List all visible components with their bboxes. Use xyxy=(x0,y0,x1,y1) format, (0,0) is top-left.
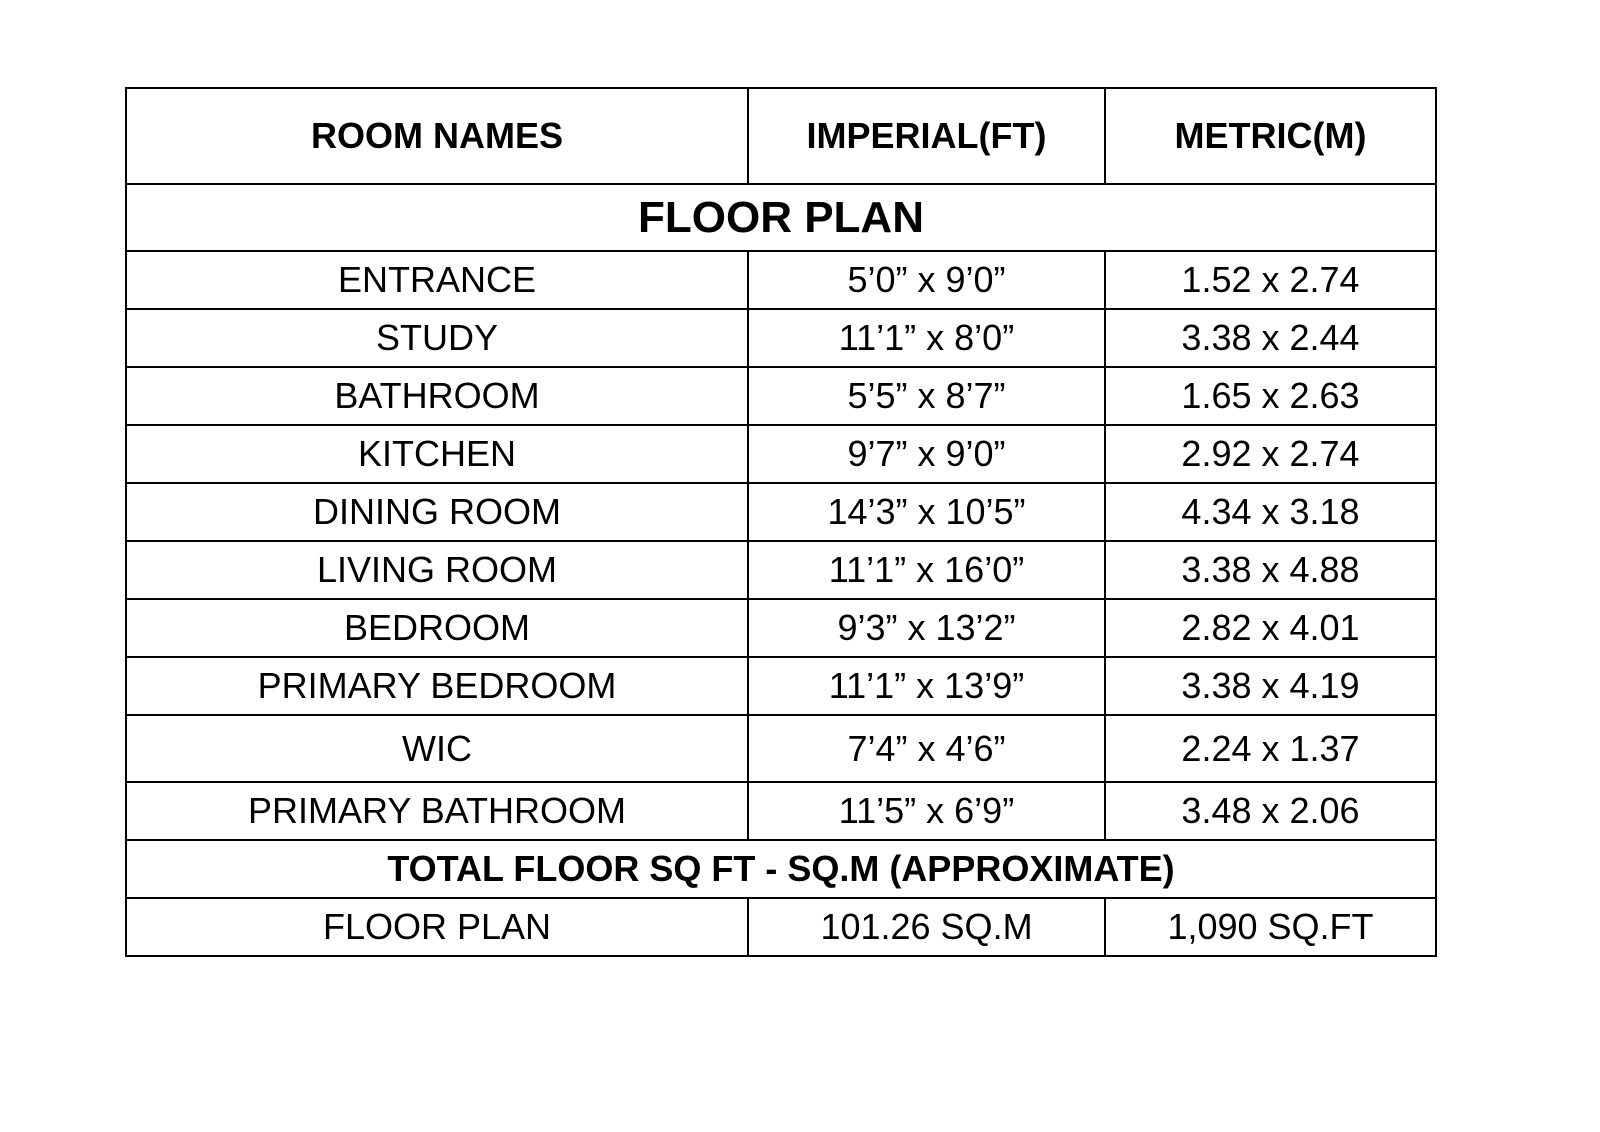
table-header-row xyxy=(126,88,1436,184)
room-metric: 2.82 x 4.01 xyxy=(1105,599,1436,657)
total-title-row xyxy=(126,840,1436,898)
room-metric: 3.38 x 4.19 xyxy=(1105,657,1436,715)
room-imperial: 9’7” x 9’0” xyxy=(748,425,1105,483)
room-name: WIC xyxy=(126,715,748,782)
table-row xyxy=(126,251,1436,309)
table-row xyxy=(126,309,1436,367)
room-name: DINING ROOM xyxy=(126,483,748,541)
table-row xyxy=(126,541,1436,599)
room-imperial: 9’3” x 13’2” xyxy=(748,599,1105,657)
table-row xyxy=(126,715,1436,782)
table-row xyxy=(126,425,1436,483)
room-imperial: 5’0” x 9’0” xyxy=(748,251,1105,309)
room-imperial: 11’1” x 8’0” xyxy=(748,309,1105,367)
table-row xyxy=(126,657,1436,715)
room-imperial: 11’5” x 6’9” xyxy=(748,782,1105,840)
room-name: ENTRANCE xyxy=(126,251,748,309)
total-label: FLOOR PLAN xyxy=(126,898,748,956)
table-row xyxy=(126,782,1436,840)
room-imperial: 11’1” x 13’9” xyxy=(748,657,1105,715)
room-name: STUDY xyxy=(126,309,748,367)
room-imperial: 11’1” x 16’0” xyxy=(748,541,1105,599)
room-name: KITCHEN xyxy=(126,425,748,483)
room-metric: 3.38 x 4.88 xyxy=(1105,541,1436,599)
section-title: FLOOR PLAN xyxy=(126,184,1436,251)
room-metric: 2.24 x 1.37 xyxy=(1105,715,1436,782)
room-name: PRIMARY BATHROOM xyxy=(126,782,748,840)
room-metric: 3.38 x 2.44 xyxy=(1105,309,1436,367)
room-metric: 3.48 x 2.06 xyxy=(1105,782,1436,840)
room-dimensions-table xyxy=(125,87,1437,957)
header-room-names: ROOM NAMES xyxy=(126,88,748,184)
table-row xyxy=(126,483,1436,541)
room-name: BEDROOM xyxy=(126,599,748,657)
room-name: BATHROOM xyxy=(126,367,748,425)
total-sqft: 1,090 SQ.FT xyxy=(1105,898,1436,956)
room-metric: 4.34 x 3.18 xyxy=(1105,483,1436,541)
total-row xyxy=(126,898,1436,956)
header-imperial: IMPERIAL(FT) xyxy=(748,88,1105,184)
total-sqm: 101.26 SQ.M xyxy=(748,898,1105,956)
room-metric: 1.52 x 2.74 xyxy=(1105,251,1436,309)
header-metric: METRIC(M) xyxy=(1105,88,1436,184)
room-name: PRIMARY BEDROOM xyxy=(126,657,748,715)
room-imperial: 5’5” x 8’7” xyxy=(748,367,1105,425)
table-row xyxy=(126,367,1436,425)
total-title: TOTAL FLOOR SQ FT - SQ.M (APPROXIMATE) xyxy=(126,840,1436,898)
section-title-row xyxy=(126,184,1436,251)
room-imperial: 7’4” x 4’6” xyxy=(748,715,1105,782)
room-metric: 1.65 x 2.63 xyxy=(1105,367,1436,425)
room-name: LIVING ROOM xyxy=(126,541,748,599)
room-imperial: 14’3” x 10’5” xyxy=(748,483,1105,541)
table-row xyxy=(126,599,1436,657)
room-metric: 2.92 x 2.74 xyxy=(1105,425,1436,483)
